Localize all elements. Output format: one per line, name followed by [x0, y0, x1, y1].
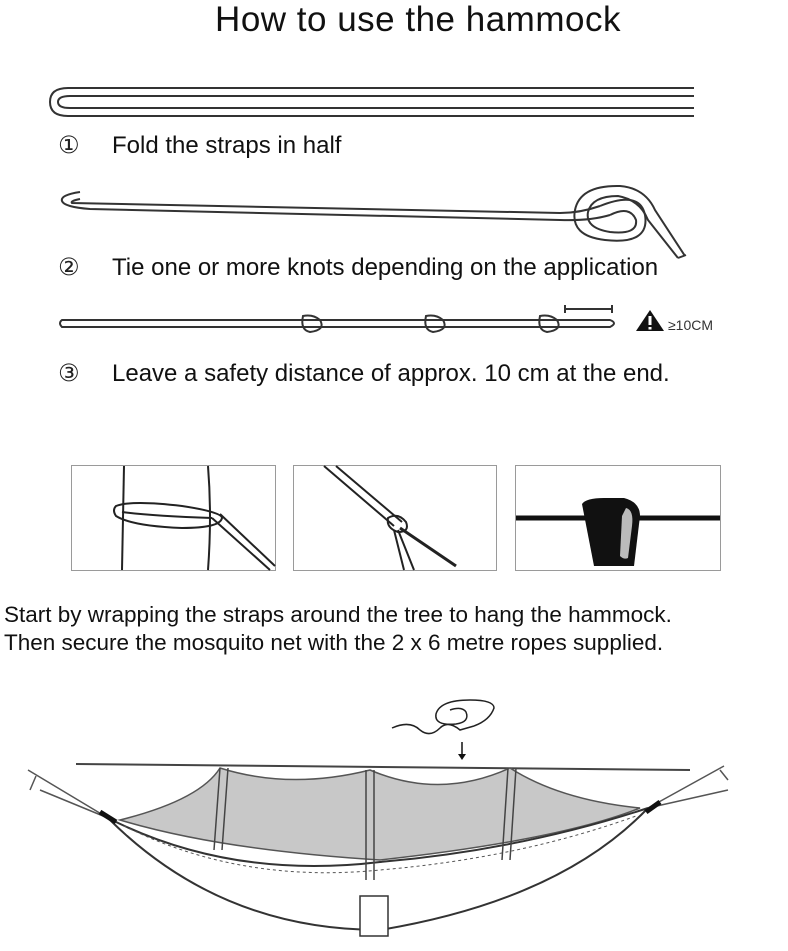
tree-wrap-illustration: [72, 466, 275, 570]
down-arrow-icon: [458, 742, 466, 760]
step-text-2: Tie one or more knots depending on the application: [112, 254, 659, 281]
step-text-3: Leave a safety distance of approx. 10 cm at the end.: [112, 360, 670, 387]
knotted-strap: [62, 186, 686, 258]
multi-knot-strap: [60, 305, 614, 332]
ridgeline-clip-illustration: [516, 466, 720, 570]
step-text-1: Fold the straps in half: [112, 132, 342, 159]
mosquito-net: [120, 768, 640, 860]
folded-strap: [50, 88, 694, 116]
instruction-line-1: Start by wrapping the straps around the tree to hang the hammock.: [4, 602, 672, 627]
panel-tree-wrap: [71, 465, 276, 571]
instruction-line-2: Then secure the mosquito net with the 2 x 6 metre ropes supplied.: [4, 630, 664, 655]
warning-triangle-icon: [636, 310, 664, 331]
panel-ridgeline-clip: [515, 465, 721, 571]
step-number-1: ①: [58, 132, 80, 159]
strap-hook-illustration: [294, 466, 496, 570]
panel-strap-hook: [293, 465, 497, 571]
hammock-body: [108, 808, 648, 930]
step-number-2: ②: [58, 254, 80, 281]
rope-tie-detail: [392, 700, 494, 734]
safety-distance-label: ≥10CM: [668, 317, 714, 333]
page-title: How to use the hammock: [215, 0, 621, 39]
step-number-3: ③: [58, 360, 80, 387]
